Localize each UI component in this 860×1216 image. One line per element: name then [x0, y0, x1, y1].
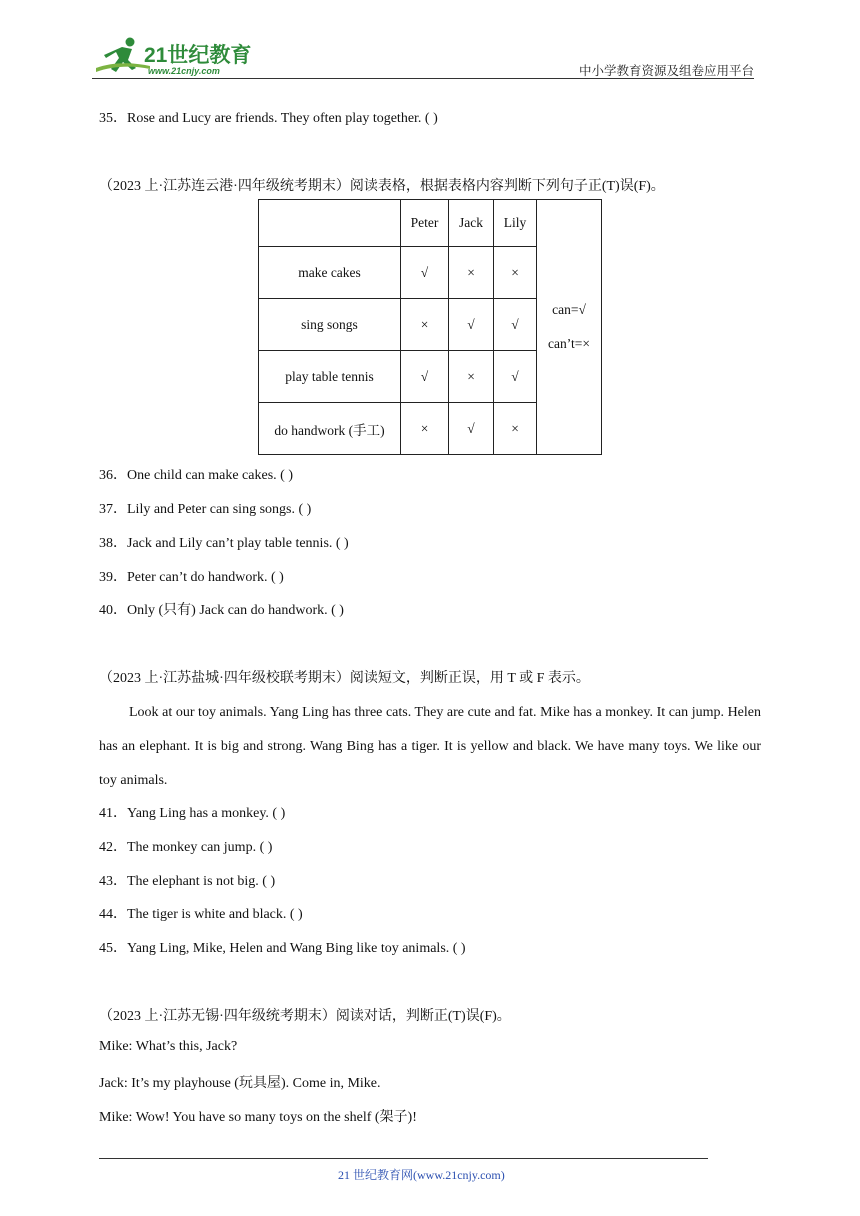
- reading-passage: Look at our toy animals. Yang Ling has three cats. They are cute and fat. Mike has a monkey. It can jump. Helen has an elephant. It is big and strong. Wang Bing has a tiger. It is yellow and black. We have many toys. We like our toy animals.: [99, 705, 761, 788]
- table-header-cell: [259, 200, 401, 247]
- table-header-row: [259, 200, 602, 247]
- question-40: 40．Only (只有) Jack can do handwork. ( ): [99, 603, 344, 618]
- table-mark: √: [494, 299, 537, 351]
- footer-link[interactable]: 21 世纪教育网(www.21cnjy.com): [338, 1168, 505, 1182]
- table-activity: do handwork (手工): [259, 403, 401, 455]
- ability-table: [258, 199, 602, 455]
- table-mark: ×: [494, 403, 537, 455]
- question-44: 44．The tiger is white and black. ( ): [99, 907, 303, 922]
- table-mark: √: [401, 351, 449, 403]
- runner-icon: [96, 38, 150, 73]
- footer-divider: [99, 1158, 708, 1159]
- question-41: 41．Yang Ling has a monkey. ( ): [99, 806, 286, 821]
- dialogue-line: Mike: Wow! You have so many toys on the shelf (架子)!: [99, 1110, 417, 1125]
- question-38: 38．Jack and Lily can’t play table tennis. ( ): [99, 536, 349, 551]
- logo-text: 21世纪教育: [144, 44, 252, 67]
- question-37: 37．Lily and Peter can sing songs. ( ): [99, 502, 312, 517]
- question-45: 45．Yang Ling, Mike, Helen and Wang Bing like toy animals. ( ): [99, 941, 466, 956]
- table-mark: √: [449, 403, 494, 455]
- table-legend: [537, 200, 602, 455]
- table-activity: play table tennis: [259, 351, 401, 403]
- table-header-cell: Jack: [449, 200, 494, 247]
- table-mark: √: [401, 247, 449, 299]
- site-logo: [92, 36, 262, 80]
- legend-can: can=√: [552, 302, 586, 317]
- question-43: 43．The elephant is not big. ( ): [99, 874, 276, 889]
- legend-cant: can’t=×: [548, 336, 590, 351]
- section3-intro: （2023 上·江苏无锡·四年级统考期末）阅读对话，判断正(T)误(F)。: [99, 1009, 511, 1024]
- table-header-cell: Lily: [494, 200, 537, 247]
- section2-intro: （2023 上·江苏盐城·四年级校联考期末）阅读短文，判断正误，用 T 或 F 表示。: [99, 671, 590, 686]
- header-divider: [92, 78, 754, 79]
- table-activity: sing songs: [259, 299, 401, 351]
- section1-intro: （2023 上·江苏连云港·四年级统考期末）阅读表格，根据表格内容判断下列句子正(T)误(F)。: [99, 179, 665, 194]
- table-mark: ×: [449, 247, 494, 299]
- table-mark: √: [449, 299, 494, 351]
- question-36: 36．One child can make cakes. ( ): [99, 468, 293, 483]
- table-mark: √: [494, 351, 537, 403]
- table-mark: ×: [494, 247, 537, 299]
- table-mark: ×: [401, 403, 449, 455]
- platform-name: 中小学教育资源及组卷应用平台: [578, 64, 754, 78]
- table-mark: ×: [449, 351, 494, 403]
- table-mark: ×: [401, 299, 449, 351]
- question-42: 42．The monkey can jump. ( ): [99, 840, 273, 855]
- table-header-cell: Peter: [401, 200, 449, 247]
- dialogue-line: Mike: What’s this, Jack?: [99, 1039, 238, 1054]
- dialogue-line: Jack: It’s my playhouse (玩具屋). Come in, Mike.: [99, 1076, 381, 1091]
- logo-url: www.21cnjy.com: [148, 66, 220, 76]
- table-activity: make cakes: [259, 247, 401, 299]
- question-39: 39．Peter can’t do handwork. ( ): [99, 570, 284, 585]
- question-35: 35．Rose and Lucy are friends. They often play together. ( ): [99, 111, 438, 126]
